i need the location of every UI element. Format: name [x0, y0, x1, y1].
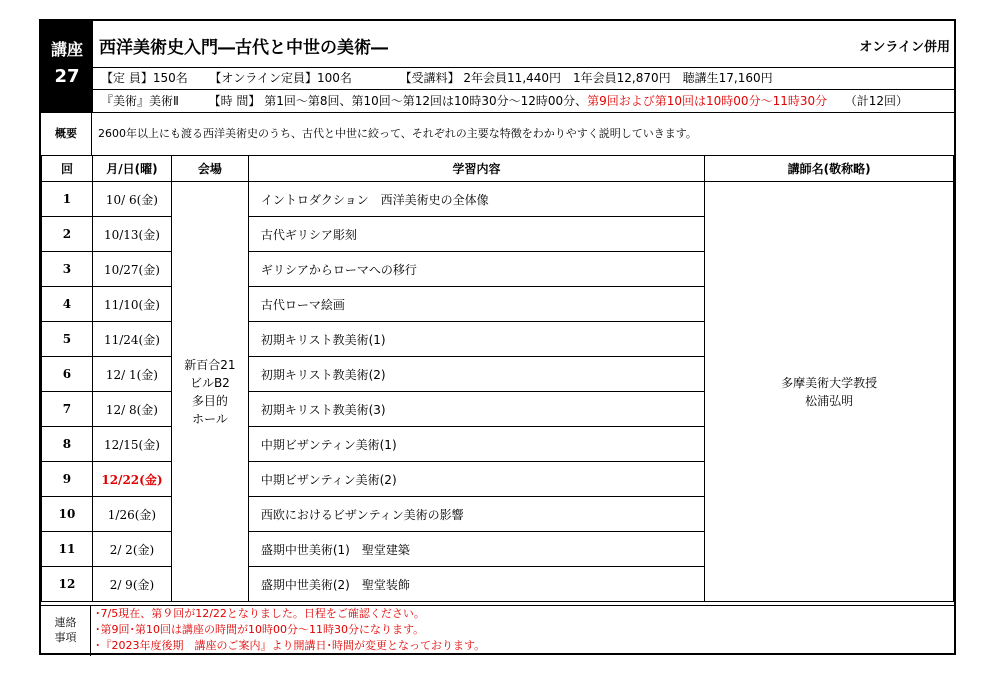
time-label: 【時 間】 — [208, 94, 261, 108]
note-line: ･第9回･第10回は講座の時間が10時00分～11時30分になります。 — [95, 623, 425, 636]
session-number: 2 — [42, 217, 93, 252]
session-date: 10/27(金) — [92, 252, 171, 287]
summary-label: 概要 — [41, 113, 92, 155]
time-changed: 第9回および第10回は10時00分～11時30分 — [587, 94, 828, 108]
session-content: 西欧におけるビザンティン美術の影響 — [248, 497, 704, 532]
venue-cell — [171, 182, 248, 602]
textbook: 『美術』美術Ⅱ — [101, 94, 179, 108]
session-number: 1 — [42, 182, 93, 217]
session-date: 2/ 2(金) — [92, 532, 171, 567]
lecturer-affiliation: 多摩美術大学教授 — [781, 375, 878, 390]
session-content: 古代ギリシア彫刻 — [248, 217, 704, 252]
notes-label-line: 事項 — [54, 631, 77, 644]
notes-row — [41, 605, 954, 656]
venue-line: ホール — [191, 411, 228, 426]
session-number: 7 — [42, 392, 93, 427]
table-header-row — [42, 156, 954, 182]
venue-line: ビルB2 — [189, 375, 230, 390]
course-title: 西洋美術史入門―古代と中世の美術― — [99, 38, 388, 58]
venue-line: 新百合21 — [184, 357, 236, 372]
lecturer-cell — [705, 182, 954, 602]
session-date: 12/15(金) — [92, 427, 171, 462]
badge-number: 27 — [54, 66, 80, 87]
fee: 【受講料】 2年会員11,440円 1年会員12,870円 聴講生17,160円 — [399, 71, 773, 85]
session-number: 6 — [42, 357, 93, 392]
header-venue: 会場 — [171, 156, 248, 182]
info-row-1 — [93, 67, 954, 90]
header-date: 月/日(曜) — [92, 156, 171, 182]
summary-text: 2600年以上にも渡る西洋美術史のうち、古代と中世に絞って、それぞれの主要な特徴をわかりやすく説明していきます。 — [98, 127, 697, 140]
course-sheet — [39, 19, 956, 655]
session-content: 初期キリスト教美術(1) — [248, 322, 704, 357]
session-date: 10/13(金) — [92, 217, 171, 252]
online-label: オンライン併用 — [859, 40, 950, 55]
session-content: イントロダクション 西洋美術史の全体像 — [248, 182, 704, 217]
session-date: 2/ 9(金) — [92, 567, 171, 602]
session-content: 盛期中世美術(2) 聖堂装飾 — [248, 567, 704, 602]
notes-label — [41, 606, 91, 656]
session-content: 中期ビザンティン美術(1) — [248, 427, 704, 462]
session-number: 4 — [42, 287, 93, 322]
header-lecturer: 講師名(敬称略) — [705, 156, 954, 182]
badge-label: 講座 — [50, 40, 83, 59]
session-content: ギリシアからローマへの移行 — [248, 252, 704, 287]
session-date: 12/ 8(金) — [92, 392, 171, 427]
session-number: 5 — [42, 322, 93, 357]
session-date: 10/ 6(金) — [92, 182, 171, 217]
info-row-2 — [93, 90, 954, 112]
session-content: 中期ビザンティン美術(2) — [248, 462, 704, 497]
session-date: 1/26(金) — [92, 497, 171, 532]
header-content: 学習内容 — [248, 156, 704, 182]
session-content: 盛期中世美術(1) 聖堂建築 — [248, 532, 704, 567]
session-content: 初期キリスト教美術(2) — [248, 357, 704, 392]
table-row — [42, 182, 954, 217]
time-normal: 第1回～第8回、第10回～第12回は10時30分～12時00分、 — [264, 94, 588, 108]
session-date-changed: 12/22(金) — [92, 462, 171, 497]
session-number: 11 — [42, 532, 93, 567]
note-line: ･7/5現在、第９回が12/22となりました。日程をご確認ください。 — [95, 607, 425, 620]
session-number: 10 — [42, 497, 93, 532]
online-capacity: 【オンライン定員】100名 — [209, 71, 352, 85]
venue-line: 多目的 — [191, 393, 228, 408]
session-number: 3 — [42, 252, 93, 287]
session-content: 初期キリスト教美術(3) — [248, 392, 704, 427]
header-session: 回 — [42, 156, 93, 182]
session-number: 9 — [42, 462, 93, 497]
summary-row — [41, 112, 954, 156]
capacity: 【定 員】150名 — [101, 71, 188, 85]
notes-label-line: 連絡 — [54, 616, 77, 629]
note-line: ･『2023年度後期 講座のご案内』より開講日･時間が変更となっております。 — [95, 639, 486, 652]
title-row — [93, 21, 954, 68]
session-number: 8 — [42, 427, 93, 462]
session-number: 12 — [42, 567, 93, 602]
session-date: 12/ 1(金) — [92, 357, 171, 392]
course-number-badge — [41, 21, 93, 112]
notes-text — [95, 606, 485, 654]
lecturer-name: 松浦弘明 — [805, 393, 854, 408]
session-total: （計12回） — [844, 94, 909, 108]
session-date: 11/10(金) — [92, 287, 171, 322]
session-date: 11/24(金) — [92, 322, 171, 357]
session-content: 古代ローマ絵画 — [248, 287, 704, 322]
schedule-table — [41, 155, 954, 602]
